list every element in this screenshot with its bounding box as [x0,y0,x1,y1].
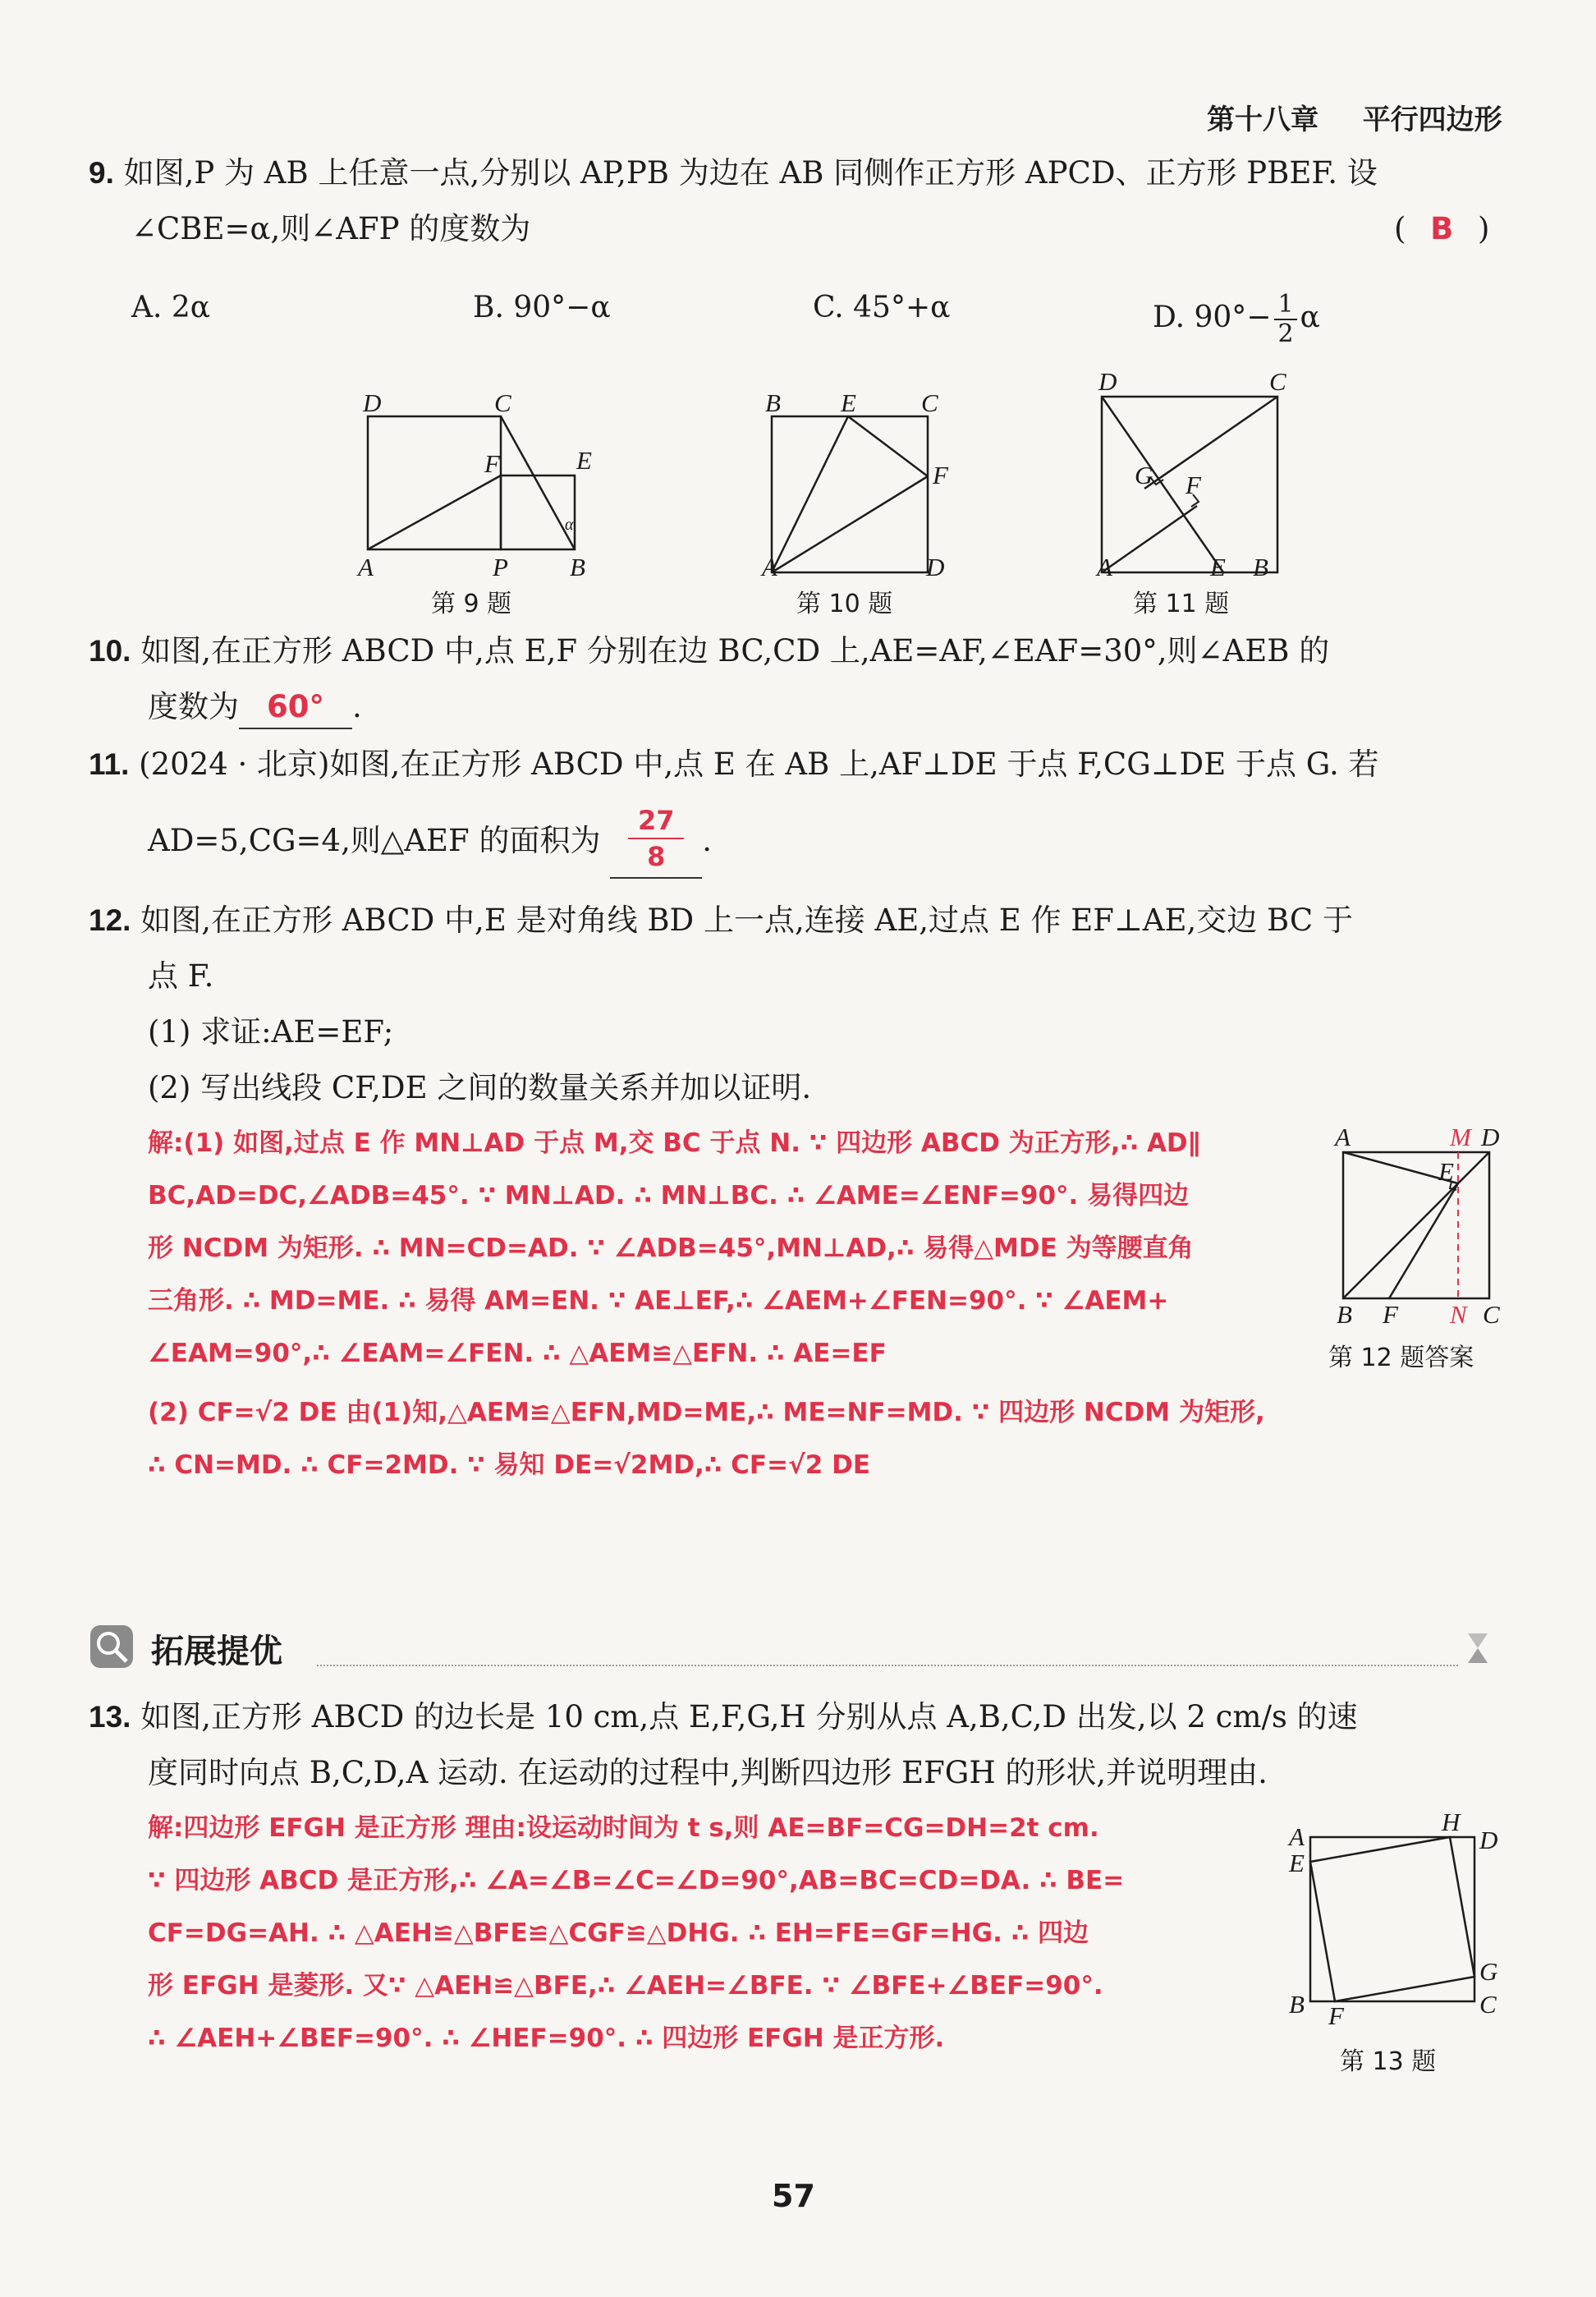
label-d: D [926,553,945,581]
label-f: F [1383,1300,1398,1326]
label-f: F [933,461,948,489]
label-b: B [570,553,585,581]
question-number: 11. [89,747,130,781]
suffix: . [352,689,362,724]
label-h: H [1442,1808,1461,1836]
label-d: D [1479,1826,1498,1854]
option-d-tail: α [1300,301,1320,334]
solution-line: 解:(1) 如图,过点 E 作 MN⊥AD 于点 M,交 BC 于点 N. ∵ 四边形 ABCD 为正方形,∴ AD∥ [148,1128,1201,1158]
label-b: B [1289,1990,1305,2019]
question-text: 如图,正方形 ABCD 的边长是 10 cm,点 E,F,G,H 分别从点 A,B,C,D 出发,以 2 cm/s 的速 [140,1699,1358,1734]
solution-line: 解:四边形 EFGH 是正方形 理由:设运动时间为 t s,则 AE=BF=CG=DH=2t cm. [148,1813,1099,1843]
quadrilateral-efgh [1310,1837,1474,2001]
paren-open: ( [1394,211,1406,246]
label-alpha: α [565,516,574,534]
solution-line: ∵ 四边形 ABCD 是正方形,∴ ∠A=∠B=∠C=∠D=90°,AB=BC=CD=DA. ∴ BE= [148,1866,1125,1895]
option-d [1153,291,1320,348]
question-11-line2 [148,803,712,885]
question-13-solution [148,1802,1124,2065]
question-13 [89,1697,1358,1738]
label-b: B [1337,1300,1352,1326]
solution-line: ∴ CN=MD. ∴ CF=2MD. ∵ 易知 DE=√2MD,∴ CF=√2 DE [148,1450,871,1480]
question-12-line2: 点 F. [148,958,214,994]
prefix: 度数为 [148,689,239,724]
question-text: 如图,在正方形 ABCD 中,E 是对角线 BD 上一点,连接 AE,过点 E 作 EF⊥AE,交边 BC 于 [140,903,1353,938]
label-c: C [1269,367,1286,396]
label-a: A [762,553,777,581]
square-abcd [1310,1837,1474,2001]
fraction-denominator: 2 [1277,319,1294,348]
figure-9 [345,382,608,612]
figure-11-caption: 第 11 题 [1133,590,1230,618]
square-apcd [368,416,501,549]
segment-ef [848,416,928,476]
question-number: 13. [89,1700,131,1734]
diagonal-bd [1343,1152,1489,1298]
figure-12 [1323,1121,1512,1326]
segment-cb [501,416,575,549]
suffix: . [702,823,713,858]
question-text: (2024 · 北京)如图,在正方形 ABCD 中,点 E 在 AB 上,AF⊥DE 于点 F,CG⊥DE 于点 G. 若 [139,747,1379,782]
question-10-line2 [148,687,362,729]
label-e: E [1438,1157,1454,1186]
question-9-line2: ∠CBE=α,则∠AFP 的度数为 [131,211,531,246]
figure-11 [1084,365,1297,587]
solution-line: 形 NCDM 为矩形. ∴ MN=CD=AD. ∵ ∠ADB=45°,MN⊥AD,∴ 易得△MDE 为等腰直角 [148,1233,1194,1263]
section-heading [89,1622,1494,1671]
prefix: AD=5,CG=4,则△AEF 的面积为 [148,823,601,858]
fraction-denominator: 8 [647,841,666,872]
question-13-line2: 度同时向点 B,C,D,A 运动. 在运动的过程中,判断四边形 EFGH 的形状,并说明理由. [148,1755,1268,1790]
label-e: E [576,446,592,475]
solution-line: ∴ ∠AEH+∠BEF=90°. ∴ ∠HEF=90°. ∴ 四边形 EFGH 是正方形. [148,2024,945,2053]
square-pbef [501,475,575,549]
label-d: D [363,388,382,417]
question-11 [89,744,1379,785]
question-text: 如图,在正方形 ABCD 中,点 E,F 分别在边 BC,CD 上,AE=AF,∠EAF=30°,则∠AEB 的 [140,633,1330,668]
question-number: 9. [89,156,114,190]
paren-close: ) [1477,211,1490,246]
label-f: F [1328,2001,1344,2030]
solution-line: ∠EAM=90°,∴ ∠EAM=∠FEN. ∴ △AEM≌△EFN. ∴ AE=EF [148,1339,887,1368]
label-a: A [1289,1822,1305,1851]
label-d: D [1098,367,1117,396]
label-c: C [494,388,511,417]
label-b: B [765,388,781,417]
label-c: C [921,388,938,417]
question-12-part1: (1) 求证:AE=EF; [148,1014,394,1050]
option-b: B. 90°−α [473,291,611,324]
segment-af [368,475,501,549]
answer-choice: B [1430,211,1454,246]
section-divider [317,1665,1458,1666]
label-d: D [1481,1123,1500,1151]
label-a: A [1335,1123,1351,1151]
page-number: 57 [772,2178,815,2214]
solution-line: CF=DG=AH. ∴ △AEH≌△BFE≌△CGF≌△DHG. ∴ EH=FE=GF=HG. ∴ 四边 [148,1918,1089,1948]
fraction-numerator: 27 [628,803,684,839]
segment-cg [1144,397,1277,489]
solution-line: 形 EFGH 是菱形. 又∵ △AEH≌△BFE,∴ ∠AEH=∠BFE. ∵ ∠BFE+∠BEF=90°. [148,1971,1103,2001]
option-d-text: D. 90°− [1153,301,1272,334]
label-n: N [1450,1300,1467,1326]
fraction [610,803,702,874]
question-12-part2: (2) 写出线段 CF,DE 之间的数量关系并加以证明. [148,1070,812,1105]
label-m: M [1450,1123,1471,1151]
question-number: 10. [89,634,131,668]
figure-10 [754,382,959,612]
label-c: C [1483,1300,1500,1326]
solution-line: 三角形. ∴ MD=ME. ∴ 易得 AM=EN. ∵ AE⊥EF,∴ ∠AEM+∠FEN=90°. ∵ ∠AEM+ [148,1286,1169,1316]
segment-de [1102,397,1223,572]
solution-line: BC,AD=DC,∠ADB=45°. ∵ MN⊥AD. ∴ MN⊥BC. ∴ ∠AME=∠ENF=90°. 易得四边 [148,1181,1190,1211]
question-number: 12. [89,903,131,937]
question-9 [89,153,1378,194]
figure-10-caption: 第 10 题 [796,590,893,618]
option-a: A. 2α [131,291,211,324]
chapter-number: 第十八章 [1207,103,1319,136]
label-a: A [1097,553,1112,581]
label-a: A [358,553,374,581]
question-10 [89,631,1329,672]
label-e: E [1210,553,1226,581]
answer-blank: 60° [239,687,352,729]
chapter-title: 平行四边形 [1362,103,1502,136]
fraction-numerator: 1 [1274,291,1296,320]
option-c: C. 45°+α [813,291,951,324]
figure-13 [1281,1803,1511,2033]
label-g: G [1479,1957,1498,1986]
section-title: 拓展提优 [151,1633,282,1670]
answer-blank [610,803,702,879]
label-g: G [1135,461,1153,489]
question-12 [89,900,1353,941]
label-f: F [484,449,500,478]
question-text: 如图,P 为 AB 上任意一点,分别以 AP,PB 为边在 AB 同侧作正方形 APCD、正方形 PBEF. 设 [123,155,1378,191]
fraction [1274,291,1296,348]
square-abcd [772,416,928,572]
question-12-solution [148,1117,1265,1491]
magnifier-icon [89,1624,135,1670]
label-c: C [1479,1990,1497,2019]
label-e: E [1289,1849,1305,1877]
label-f: F [1186,471,1201,499]
label-p: P [493,553,508,581]
solution-line: (2) CF=√2 DE 由(1)知,△AEM≌△EFN,MD=ME,∴ ME=NF=MD. ∵ 四边形 NCDM 为矩形, [148,1398,1265,1427]
figure-9-caption: 第 9 题 [431,590,512,618]
label-b: B [1253,553,1268,581]
label-e: E [841,388,856,417]
figure-13-caption: 第 13 题 [1340,2047,1437,2076]
figure-12-caption: 第 12 题答案 [1328,1344,1474,1372]
chapter-header [1207,97,1502,137]
segment-af [1102,506,1197,572]
hourglass-icon [1461,1630,1494,1666]
answer-bracket [1394,209,1489,250]
